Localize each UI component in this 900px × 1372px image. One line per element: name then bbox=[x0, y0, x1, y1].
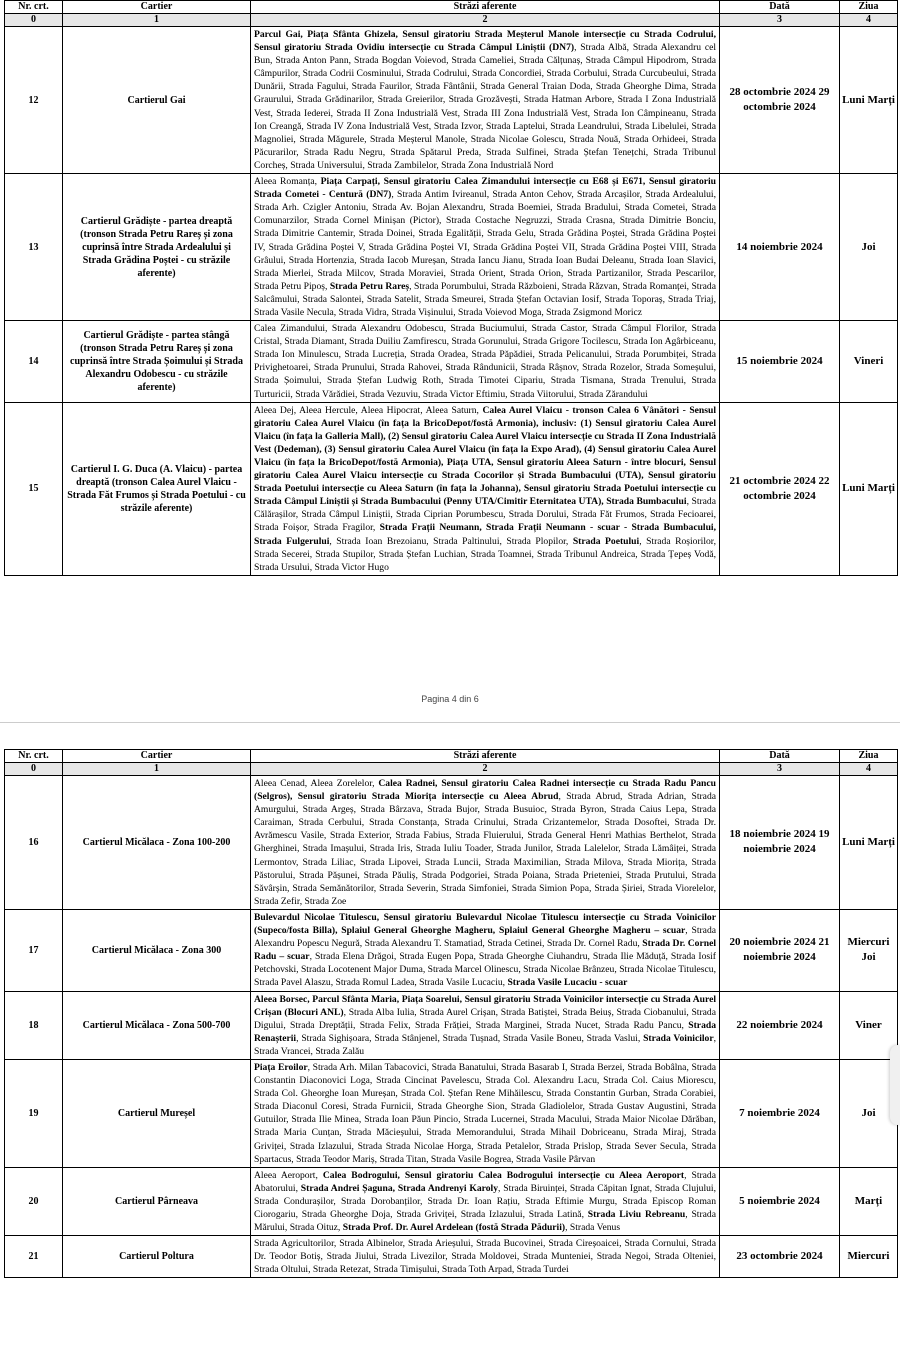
street-segment-bold: Piața Eroilor bbox=[254, 1061, 308, 1073]
street-segment-bold: Strada Andrei Șaguna, Strada Andrenyi Karoly bbox=[300, 1182, 499, 1194]
index-col-1: 1 bbox=[63, 763, 251, 776]
collection-day: Viner bbox=[840, 991, 898, 1059]
collection-day: Marți bbox=[840, 1167, 898, 1235]
row-number: 12 bbox=[5, 27, 63, 174]
street-segment: Aleea Aeroport, bbox=[254, 1169, 323, 1181]
collection-date: 20 noiembrie 2024 21 noiembrie 2024 bbox=[720, 909, 840, 991]
cartier-name: Cartierul Micălaca - Zona 500-700 bbox=[63, 991, 251, 1059]
street-segment: , Strada Călărașilor, Strada Câmpul Liniștii, Strada Ciprian Porumbescu, Strada Dorului, Strada Făt Frumos, Strada Fecioarei, Strada Foișor, Strada Fragilor, bbox=[254, 496, 716, 534]
cartier-name: Cartierul Poltura bbox=[63, 1236, 251, 1278]
row-number: 18 bbox=[5, 991, 63, 1059]
index-col-0: 0 bbox=[5, 14, 63, 27]
street-segment-bold: Strada Prof. Dr. Aurel Ardelean (fostă Strada Pădurii) bbox=[342, 1222, 566, 1234]
page-4 bbox=[4, 0, 897, 576]
index-col-4: 4 bbox=[840, 763, 898, 776]
table-row bbox=[5, 402, 898, 575]
street-segment: , Strada Ioan Brezoianu, Strada Paltinului, Strada Plopilor, bbox=[329, 535, 573, 547]
street-segment: , Strada Elena Drăgoi, Strada Eugen Popa, Strada Gheorghe Ciuhandru, Strada Ilie Măduță, Strada Iosif Petchovski, Strada Locotenent Major Duma, Strada Marcel Olinescu, Strada Nicolae Brânzeu, Strada Nicolae Titulescu, Strada Pavel Alaszu, Strada Romul Ladea, Strada Vasile Lucaciu, bbox=[254, 951, 716, 989]
collection-date: 5 noiembrie 2024 bbox=[720, 1167, 840, 1235]
street-segment-bold: Parcul Gai, Piața Sfânta Ghizela, Sensul giratoriu Strada Meșterul Manole intersecție cu Strada Codrului, Sensul giratoriu Strada Ovidiu intersecție cu Strada Câmpul Liniștii (DN7) bbox=[254, 29, 716, 54]
street-segment: Calea Zimandului, Strada Alexandru Odobescu, Strada Buciumului, Strada Castor, Strada Câmpul Florilor, Strada Cristal, Strada Diamant, Strada Duiliu Zamfirescu, Strada Gorunului, Strada Grigore Tocilescu, Strada Ion Agârbiceanu, Strada Ion Minulescu, Strada Lucreția, Strada Oradea, Strada Păpădiei, Strada Pelicanului, Strada Porumbiței, Strada Privighetoarei, Strada Prunului, Strada Rahovei, Strada Rândunicii, Strada Râșnov, Strada Rozelor, Strada Someșului, Strada Șoimului, Strada Ștefan Ludwig Roth, Strada Timotei Cipariu, Strada Tismana, Strada Trenului, Strada Turturicii, Strada Vărădiei, Strada Vezuviu, Strada Victor Eftimiu, Strada Viitorului, Strada Zărandului bbox=[254, 323, 716, 400]
header-ziua: Ziua bbox=[840, 1, 898, 14]
collection-day: Miercuri Joi bbox=[840, 909, 898, 991]
page-5 bbox=[4, 749, 897, 1278]
streets-cell bbox=[251, 402, 720, 575]
street-segment: , Strada Biruinței, Strada Căpitan Ignat, Strada Clujului, Strada Condurașilor, Strada Dorobanților, Strada Dr. Ioan Rațiu, Strada Eftimie Murgu, Strada Episcop Roman Ciorogariu, Strada Gheorghe Doja, Strada Griviței, Strada Izlazului, Strada Latină, bbox=[254, 1182, 716, 1220]
row-number: 15 bbox=[5, 402, 63, 575]
street-segment-bold: Aleea Borsec, Parcul Sfânta Maria, Piața Soarelui, Sensul giratoriu Strada Voinicilor intersecție cu Strada Aurel Crișan (Blocuri ANL) bbox=[254, 993, 716, 1018]
row-number: 13 bbox=[5, 174, 63, 321]
header-row bbox=[5, 750, 898, 763]
index-col-1: 1 bbox=[63, 14, 251, 27]
street-segment-bold: Calea Radnei, Sensul giratoriu Calea Radnei intersecție cu Strada Radu Pancu (Selgros), Sensul giratoriu Strada Miorița intersecție cu Aleea Abrud bbox=[254, 778, 716, 803]
collection-day: Luni Marți bbox=[840, 402, 898, 575]
collection-date: 23 octombrie 2024 bbox=[720, 1236, 840, 1278]
street-segment: , Strada Mărului, Strada Oituz, bbox=[254, 1209, 716, 1234]
street-segment-bold: Strada Renașterii bbox=[254, 1019, 716, 1044]
street-segment: , Strada Arh. Milan Tabacovici, Strada Banatului, Strada Basarab I, Strada Berzei, Strada Bobâlna, Strada Constantin Diaconovici Loga, Strada Cincinat Pavelescu, Strada Col. Alexandru Lacu, Strada Col. Caius Miorescu, Strada Col. Gheorghe Ioan Mureșan, Strada Col. Ștefan Rene Mihăilescu, Strada Constantin Gurban, Strada Corabiei, Strada Diaconul Coresi, Strada Furnicii, Strada Gheorghe Sion, Strada Gladiolelor, Strada Gustav Augustini, Strada Gutuilor, Strada Ilie Minea, Strada Ioan Păun Pincio, Strada Lucernei, Strada Macului, Strada Maior Nicolae Dărăban, Strada Maria Cunțan, Strada Măcieșului, Strada Memorandului, Strada Mihail Dobriceanu, Strada Miraj, Strada Griviței, Strada Izlazului, Strada Strada Nicolae Horga, Strada Petalelor, Strada Prislop, Strada Sever Secula, Strada Spartacus, Strada Teodor Mariș, Strada Titan, Strada Vasile Bogrea, Strada Vasile Pârvan bbox=[254, 1061, 716, 1165]
header-data: Dată bbox=[720, 750, 840, 763]
streets-cell bbox=[251, 321, 720, 403]
collection-date: 18 noiembrie 2024 19 noiembrie 2024 bbox=[720, 776, 840, 910]
streets-cell bbox=[251, 909, 720, 991]
cartier-name: Cartierul Gai bbox=[63, 27, 251, 174]
row-number: 21 bbox=[5, 1236, 63, 1278]
header-cartier: Cartier bbox=[63, 1, 251, 14]
collection-day: Joi bbox=[840, 174, 898, 321]
street-segment-bold: Bulevardul Nicolae Titulescu, Sensul giratoriu Bulevardul Nicolae Titulescu intersecție cu Strada Voinicilor (Supeco/fosta Billa), Splaiul General Gheorghe Magheru, Splaiul General Gheorghe Magheru – scuar bbox=[254, 911, 716, 937]
cartier-name: Cartierul Grădiște - partea stângă (tronson Strada Petru Rareș și zona cuprinsă între Strada Șoimului și Strada Alexandru Odobescu - cu străzile aferente) bbox=[63, 321, 251, 403]
cartier-name: Cartierul Grădiște - partea dreaptă (tronson Strada Petru Rareș și zona cuprinsă între Strada Ardealului și Strada Grădina Poștei - cu străzile aferente) bbox=[63, 174, 251, 321]
collection-date: 28 octombrie 2024 29 octombrie 2024 bbox=[720, 27, 840, 174]
street-segment-bold: Strada Voinicilor bbox=[643, 1032, 714, 1044]
index-row bbox=[5, 14, 898, 27]
street-segment-bold: Strada Vasile Lucaciu - scuar bbox=[507, 977, 628, 989]
collection-day: Luni Marți bbox=[840, 776, 898, 910]
header-cartier: Cartier bbox=[63, 750, 251, 763]
collection-date: 21 octombrie 2024 22 octombrie 2024 bbox=[720, 402, 840, 575]
table-row bbox=[5, 909, 898, 991]
header-strazi: Străzi aferente bbox=[251, 1, 720, 14]
streets-cell bbox=[251, 1236, 720, 1278]
street-segment: , Strada Porumbului, Strada Războieni, Strada Răzvan, Strada Romanței, Strada Salcâmului, Strada Salontei, Strada Satelit, Strada Smeurei, Strada Ștefan Octavian Iosif, Strada Toporaș, Strada Triaj, Strada Vasile Necula, Strada Vidra, Strada Vișinului, Strada Voievod Moga, Strada Zsigmond Moricz bbox=[254, 280, 716, 318]
index-col-2: 2 bbox=[251, 763, 720, 776]
header-nr: Nr. crt. bbox=[5, 1, 63, 14]
street-segment: Aleea Cenad, Aleea Zorelelor, bbox=[254, 778, 379, 789]
collection-date: 7 noiembrie 2024 bbox=[720, 1059, 840, 1167]
collection-day: Joi bbox=[840, 1059, 898, 1167]
index-col-3: 3 bbox=[720, 14, 840, 27]
street-segment: , Strada Abrud, Strada Adrian, Strada Amurgului, Strada Argeș, Strada Bârzava, Strada Bujor, Strada Busuioc, Strada Byron, Strada Caius Lepa, Strada Caraiman, Strada Cerbului, Strada Constanța, Strada Crinului, Strada Crizantemelor, Strada Dosoftei, Strada Dr. Avrămescu Vasile, Strada Exterior, Strada Fabius, Strada Fluierului, Strada General Henri Mathias Berthelot, Strada Gherghinei, Strada Imașului, Strada Iris, Strada Iuliu Toader, Strada Junilor, Strada Lalelelor, Strada Lămâiței, Strada Lermontov, Strada Liliac, Strada Lipovei, Strada Luncii, Strada Maximilian, Strada Milova, Strada Miorița, Strada Păstorului, Strada Pășunei, Strada Păuliș, Strada Podgoriei, Strada Poiana, Strada Prieteniei, Strada Prutului, Strada Săvârșin, Strada Semănătorilor, Strada Severin, Strada Simfoniei, Strada Simion Popa, Strada Șiriei, Strada Viorelelor, Strada Zefir, Strada Zoe bbox=[254, 791, 716, 907]
collection-day: Luni Marți bbox=[840, 27, 898, 174]
page-footer: Pagina 4 din 6 bbox=[421, 694, 479, 704]
collection-date: 14 noiembrie 2024 bbox=[720, 174, 840, 321]
index-row bbox=[5, 763, 898, 776]
collection-day: Miercuri bbox=[840, 1236, 898, 1278]
cartier-name: Cartierul Mureșel bbox=[63, 1059, 251, 1167]
street-segment: , Strada Sighișoara, Strada Stânjenel, Strada Tușnad, Strada Vasile Boneu, Strada Vaslui, bbox=[296, 1032, 644, 1044]
header-row bbox=[5, 1, 898, 14]
street-segment: , Strada Alba Iulia, Strada Aurel Crișan, Strada Batiștei, Strada Beiuș, Strada Ciobanului, Strada Digului, Strada Dreptății, Strada Felix, Strada Frăției, Strada Marginei, Strada Nucet, Strada Radu Pancu, bbox=[254, 1006, 716, 1031]
page-separator bbox=[0, 722, 900, 723]
street-segment-bold: Strada Frații Neumann, Strada Frații Neumann - scuar - Strada Bumbacului, Strada Fulgerului bbox=[254, 522, 716, 547]
streets-cell bbox=[251, 991, 720, 1059]
table-row bbox=[5, 776, 898, 910]
streets-cell bbox=[251, 174, 720, 321]
street-segment: , Strada Abatorului, bbox=[254, 1169, 716, 1194]
header-ziua: Ziua bbox=[840, 750, 898, 763]
table-row bbox=[5, 1236, 898, 1278]
street-segment: , Strada Venus bbox=[565, 1222, 621, 1234]
row-number: 20 bbox=[5, 1167, 63, 1235]
header-data: Dată bbox=[720, 1, 840, 14]
table-row bbox=[5, 174, 898, 321]
header-strazi: Străzi aferente bbox=[251, 750, 720, 763]
table-row bbox=[5, 1059, 898, 1167]
scroll-tab-handle[interactable] bbox=[890, 1045, 900, 1125]
table-row bbox=[5, 1167, 898, 1235]
collection-day: Vineri bbox=[840, 321, 898, 403]
row-number: 19 bbox=[5, 1059, 63, 1167]
table-row bbox=[5, 991, 898, 1059]
street-segment-bold: Calea Aurel Vlaicu - tronson Calea 6 Vânători - Sensul giratoriu Calea Aurel Vlaicu (în fața la BricoDepot/fostă Armonia), inclusiv: (1) Sensul giratoriu Calea Aurel Vlaicu (în fața la Galleria Mall), (2) Sensul giratoriu Calea Aurel Vlaicu intersecție cu Strada II Zona Industrială Vest (Dedeman), (3) Sensul giratoriu Calea Aurel Vlaicu (în fața la Expo Arad), (4) Sensul giratoriu Calea Aurel Vlaicu (în fața la BricoDepot/fostă Armonia), Piața UTA, Sensul giratoriu Aleea Saturn - între blocuri, Sensul giratoriu Calea Aurel Vlaicu intersecție cu Strada Cocorilor și Strada Bumbacului (UTA), Sensul giratoriu Strada Poetului intersecție cu Aleea Saturn (în fața la Johanna), Sensul giratoriu Strada Poetului intersecție cu Strada Câmpul Liniștii și Strada Bumbacului (Penny UTA/Cimitir Eternitatea UTA), Strada Bumbacului bbox=[254, 404, 716, 508]
street-segment-bold: Piața Carpați, Sensul giratoriu Calea Zimandului intersecție cu E68 și E671, Sensul giratoriu Strada Cometei - Centură (DN7) bbox=[254, 176, 717, 201]
collection-date: 22 noiembrie 2024 bbox=[720, 991, 840, 1059]
cartier-name: Cartierul Micălaca - Zona 100-200 bbox=[63, 776, 251, 910]
index-col-4: 4 bbox=[840, 14, 898, 27]
street-segment: Aleea Dej, Aleea Hercule, Aleea Hipocrat, Aleea Saturn, bbox=[254, 404, 483, 416]
streets-cell bbox=[251, 1059, 720, 1167]
street-segment-bold: Strada Petru Rareș bbox=[329, 280, 410, 292]
index-col-0: 0 bbox=[5, 763, 63, 776]
table-row bbox=[5, 321, 898, 403]
street-segment-bold: Calea Bodrogului, Sensul giratoriu Calea Bodrogului intersecție cu Aleea Aeroport bbox=[322, 1169, 685, 1181]
street-segment: , Strada Albă, Strada Alexandru cel Bun, Strada Anton Pann, Strada Bogdan Voievod, Strada Cameliei, Strada Călțunaș, Strada Câmpul Hipodrom, Strada Câmpurilor, Strada Codrii Cosminului, Strada Codrului, Strada Concordiei, Strada Corbului, Strada Curcubeului, Strada Dunării, Strada Fagului, Strada Faurilor, Strada Fântânii, Strada General Traian Doda, Strada Gheorghe Dima, Strada Graurului, Strada Grădinarilor, Strada Greierilor, Strada Grozăvești, Strada Hatman Arbore, Strada I Zona Industrială Vest, Strada Iederei, Strada II Zona Industrială Vest, Strada III Zona Industrială Vest, Strada Ion Câmpineanu, Strada Ion Creangă, Strada IV Zona Industrială Vest, Strada Izvor, Strada Laptelui, Strada Leandrului, Strada Libelulei, Strada Magnoliei, Strada Măgurele, Strada Meșterul Manole, Strada Nicolae Golescu, Strada Nouă, Strada Orhideei, Strada Păcurarilor, Strada Radu Negru, Strada Spătarul Preda, Strada Sulfinei, Strada Ștefan Tenețchi, Strada Tribunul Corcheș, Strada Universului, Strada Zambilelor, Strada Zona Industrială Nord bbox=[254, 42, 717, 171]
row-number: 17 bbox=[5, 909, 63, 991]
index-col-3: 3 bbox=[720, 763, 840, 776]
row-number: 14 bbox=[5, 321, 63, 403]
street-segment-bold: Strada Dr. Cornel Radu – scuar bbox=[254, 938, 716, 963]
street-segment-bold: Strada Liviu Rebreanu bbox=[587, 1209, 686, 1220]
street-segment: Strada Agricultorilor, Strada Albinelor, Strada Arieșului, Strada Bucovinei, Strada Cireșoaicei, Strada Cornului, Strada Dr. Teodor Botiș, Strada Jiului, Strada Livezilor, Strada Moldovei, Strada Munteniei, Strada Negoi, Strada Olteniei, Strada Oltului, Strada Retezat, Strada Timișului, Strada Toth Arpad, Strada Turdei bbox=[254, 1238, 716, 1276]
index-col-2: 2 bbox=[251, 14, 720, 27]
header-nr: Nr. crt. bbox=[5, 750, 63, 763]
streets-cell bbox=[251, 1167, 720, 1235]
row-number: 16 bbox=[5, 776, 63, 910]
streets-cell bbox=[251, 776, 720, 910]
table-row bbox=[5, 27, 898, 174]
street-segment: , Strada Roșiorilor, Strada Secerei, Strada Stupilor, Strada Ștefan Luchian, Strada Toamnei, Strada Tribunul Andreica, Strada Țepeș Vodă, Strada Ursului, Strada Victor Hugo bbox=[254, 535, 717, 573]
collection-date: 15 noiembrie 2024 bbox=[720, 321, 840, 403]
street-segment-bold: Strada Poetului bbox=[572, 535, 640, 547]
schedule-table-page-5 bbox=[4, 749, 898, 1278]
street-segment: , Strada Antim Ivireanul, Strada Anton Cehov, Strada Arcașilor, Strada Ardealului, Strada Arh. Czigler Antoniu, Strada Av. Bojan Alexandru, Strada Boemiei, Strada Bradului, Strada Cometei, Strada Comunarzilor, Strada Cornel Minișan (Pictor), Strada Costache Negruzzi, Strada Crasna, Strada Dimitrie Bonciu, Strada Dimitrie Cantemir, Strada Doinei, Strada Egalității, Strada Gelu, Strada Grădina Poștei, Strada Grădina Poștei IV, Strada Grădina Poștei V, Strada Grădina Poștei VI, Strada Grădina Poștei VII, Strada Grădina Poștei VIII, Strada Grâului, Strada Hortenzia, Strada Iacob Mureșan, Strada Iancu Jianu, Strada Ioan Budai Deleanu, Strada Ioan Slavici, Strada Mierlei, Strada Milcov, Strada Moraviei, Strada Orient, Strada Orion, Strada Partizanilor, Strada Pescarilor, Strada Petru Pipoș, bbox=[254, 189, 716, 292]
cartier-name: Cartierul Micălaca - Zona 300 bbox=[63, 909, 251, 991]
street-segment: Aleea Romanța, bbox=[254, 176, 321, 188]
street-segment: , Strada Vrancei, Strada Zalău bbox=[254, 1032, 716, 1057]
schedule-table-page-4 bbox=[4, 0, 898, 576]
streets-cell bbox=[251, 27, 720, 174]
cartier-name: Cartierul I. G. Duca (A. Vlaicu) - partea dreaptă (tronson Calea Aurel Vlaicu - Strada Făt Frumos și Strada Poetului - cu străzile aferente) bbox=[63, 402, 251, 575]
cartier-name: Cartierul Pârneava bbox=[63, 1167, 251, 1235]
street-segment: , Strada Alexandru Popescu Negură, Strada Alexandru T. Stamatiad, Strada Cetinei, Strada Dr. Cornel Radu, bbox=[254, 925, 716, 950]
